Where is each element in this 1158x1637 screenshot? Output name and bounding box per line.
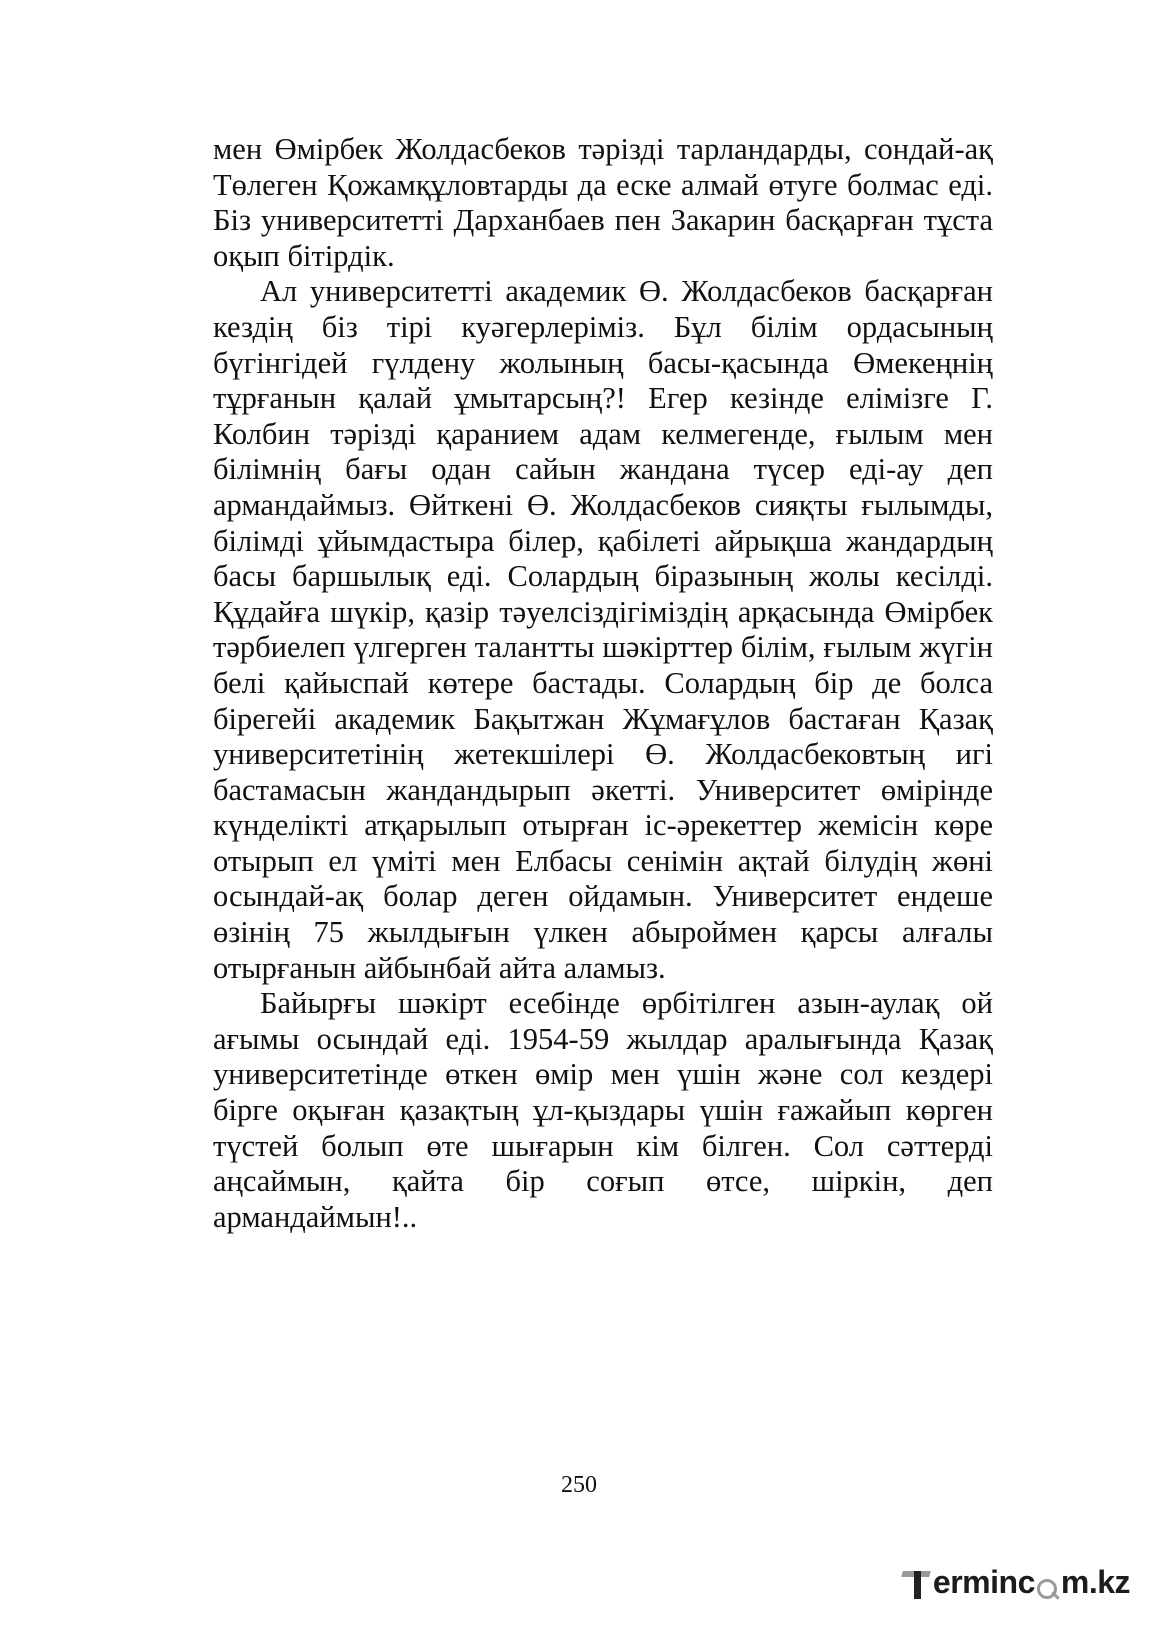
paragraph-2: Ал университетті академик Ө. Жолдасбеков басқарған кездің біз тірі куәгерлеріміз. Бұл білім ордасының бүгінгідей гүлдену жолының басы-қасында Өмекеңнің тұрғанын қалай ұмытарсың?! Егер кезінде елімізге Г. Колбин тәрізді қаранием адам келмегенде, ғылым мен білімнің бағы одан сайын жандана түсер еді-ау деп армандаймыз. Өйткені Ө. Жолдасбеков сияқты ғылымды, білімді ұйымдастыра білер, қабілеті айрықша жандардың басы баршылық еді. Солардың біразының жолы кесілді. Құдайға шүкір, қазір тәуелсіздігіміздің арқасында Өмірбек тәрбиелеп үлгерген талантты шәкірттер білім, ғылым жүгін белі қайыспай көтере бастады. Солардың бір де болса бірегейі академик Бақытжан Жұмағұлов бастаған Қазақ университетінің жетекшілері Ө. Жолдасбековтың игі бастамасын жандандырып әкетті. Университет өмірінде күнделікті атқарылып отырған іс-әрекеттер жемісін көре отырып ел үміті мен Елбасы сенімін ақтай білудің жөні осындай-ақ болар деген ойдамын. Университет ендеше өзінің 75 жылдығын үлкен абыроймен қарсы алғалы отырғанын айбынбай айта аламыз. bbox=[213, 274, 993, 985]
logo-t-icon bbox=[902, 1567, 932, 1601]
termincom-watermark-logo bbox=[902, 1564, 1130, 1601]
logo-text-end: m.kz bbox=[1060, 1564, 1130, 1600]
page-number: 250 bbox=[561, 1472, 597, 1498]
logo-text-start: ermin bbox=[932, 1564, 1018, 1600]
logo-text-c: c bbox=[1017, 1564, 1035, 1600]
paragraph-3: Байырғы шәкірт есебінде өрбітілген азын-аулақ ой ағымы осындай еді. 1954-59 жылдар аралығында Қазақ университетінде өткен өмір мен үшін және сол кездері бірге оқыған қазақтың ұл-қыздары үшін ғажайып көрген түстей болып өте шығарын кім білген. Сол сәттерді аңсаймын, қайта бір соғып өтсе, шіркін, деп армандаймын!.. bbox=[213, 986, 993, 1234]
magnifier-icon bbox=[1036, 1575, 1060, 1601]
page-body bbox=[213, 132, 993, 1235]
paragraph-1: мен Өмірбек Жолдасбеков тәрізді тарландарды, сондай-ақ Төлеген Қожамқұловтарды да еске алмай өтуге болмас еді. Біз университетті Дарханбаев пен Закарин басқарған тұста оқып бітірдік. bbox=[213, 132, 993, 273]
